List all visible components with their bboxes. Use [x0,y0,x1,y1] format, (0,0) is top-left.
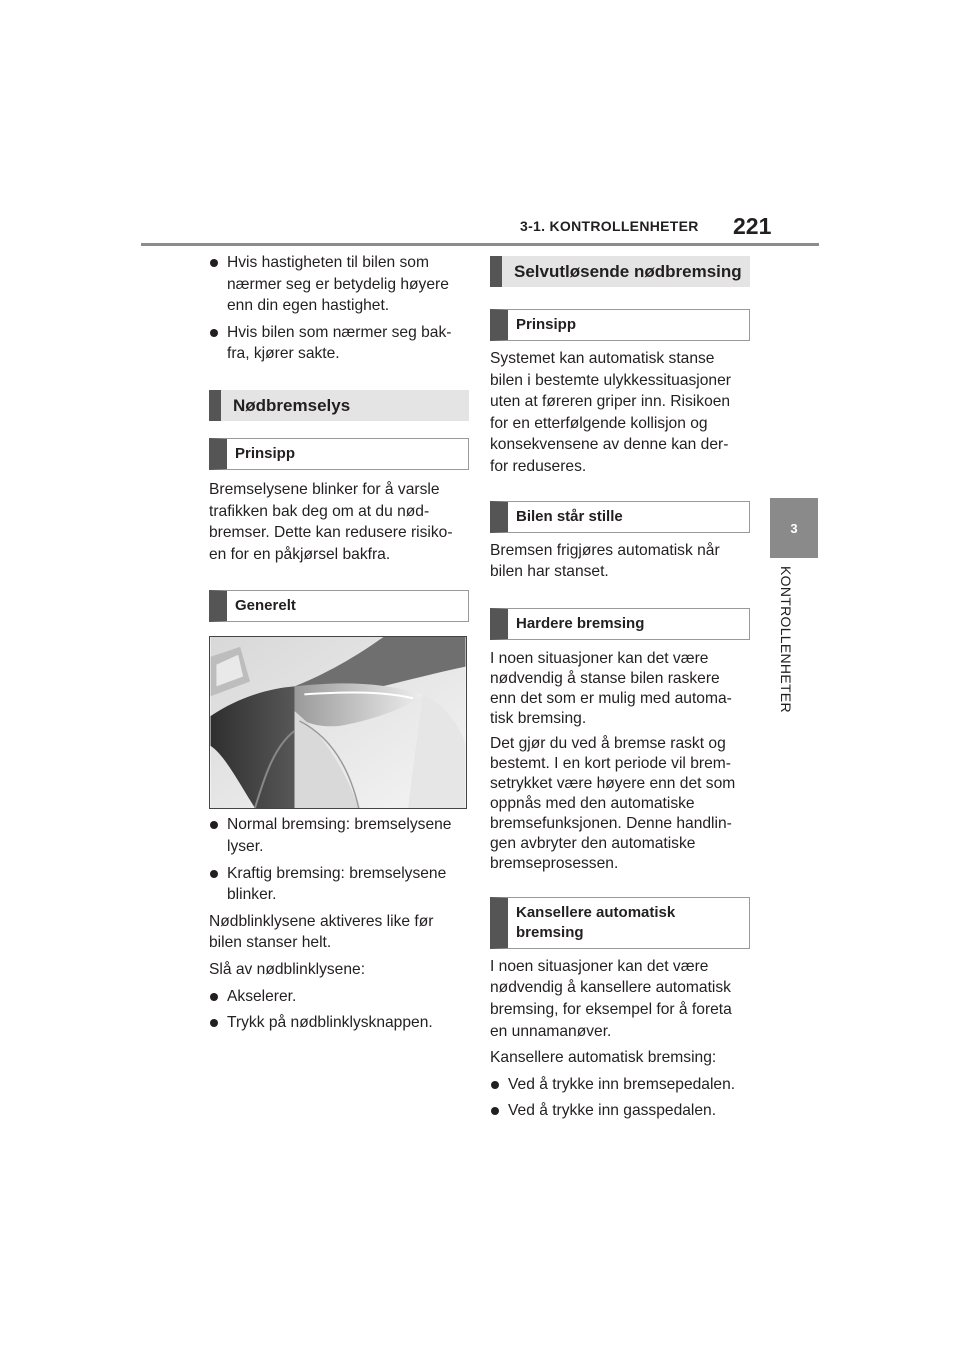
text-line: nærmer seg er betydelig høyere [227,275,449,293]
text-line: setrykket være høyere enn det som [490,774,736,792]
list-item [209,252,469,317]
text-line: Systemet kan automatisk stanse [490,350,715,367]
paragraph [490,649,750,729]
text-line: bremser. Dette kan redusere risiko- [209,524,453,542]
text-line: bestemt. I en kort periode vil brem- [490,754,731,772]
text-line: nødvendig å stanse bilen raskere [490,669,720,687]
text-line: Bremsen frigjøres automatisk når [490,541,720,559]
text-line: oppnås med den automatiske [490,794,695,812]
car-rear-light-drawing [210,637,466,808]
text-line: nødvendig å kansellere automatisk [490,979,731,997]
running-header-section: 3-1. KONTROLLENHETER [520,218,699,234]
paragraph [209,911,469,954]
text-line: bremseprosessen. [490,854,619,872]
chapter-tab [770,498,818,558]
text-line: trafikken bak deg om at du nød- [209,502,430,520]
text-line: en for en påkjørsel bakfra. [209,545,391,563]
chapter-number: 3 [790,520,798,536]
left-column [209,252,469,1034]
heading-line: bremsing [516,923,584,941]
text-line: konsekvensene av denne kan der- [490,436,729,454]
subsection-heading: Prinsipp [490,309,750,341]
page-number: 221 [733,213,772,239]
subsection-heading: Hardere bremsing [490,608,750,640]
text-line: blinker. [227,886,277,904]
paragraph: Slå av nødblinklysene: [209,960,366,978]
text-line: Nødblinklysene aktiveres like før [209,912,434,930]
header-rule [141,243,819,246]
text-line: Hvis bilen som nærmer seg bak- [227,323,452,341]
text-line: en unnamanøver. [490,1022,612,1040]
text-line: I noen situasjoner kan det være [490,957,709,975]
right-column [490,256,750,1122]
paragraph [490,348,750,478]
text-line: tisk bremsing. [490,709,587,727]
text-line: gen avbryter den automatiske [490,834,696,852]
paragraph [490,956,750,1042]
list-item [209,814,469,857]
section-heading: Nødbremselys [209,390,469,421]
chapter-label: KONTROLLENHETER [778,566,794,713]
section-heading: Selvutløsende nødbremsing [490,256,750,287]
text-line: Hvis hastigheten til bilen som [227,254,429,271]
text-line: lyser. [227,837,264,855]
text-line: for reduseres. [490,457,587,475]
text-line: fra, kjører sakte. [227,345,340,363]
text-line: for en etterfølgende kollisjon og [490,414,708,432]
text-line: bilen i bestemte ulykkessituasjoner [490,371,731,389]
subsection-heading: Generelt [209,590,469,622]
subsection-heading [490,897,750,949]
text-line: bremsefunksjonen. Denne handlin- [490,814,732,832]
paragraph [490,734,750,874]
list-item: Trykk på nødblinklysknappen. [209,1012,469,1034]
paragraph [490,540,750,583]
subsection-heading: Bilen står stille [490,501,750,533]
text-line: uten at føreren griper inn. Risikoen [490,393,731,411]
subsection-heading: Prinsipp [209,438,469,470]
list-item [209,863,469,906]
text-line: Det gjør du ved å bremse raskt og [490,734,726,752]
text-line: Normal bremsing: bremselysene [227,816,452,834]
text-line: bremsing, for eksempel for å foreta [490,1000,732,1018]
list-item: Ved å trykke inn bremsepedalen. [490,1074,750,1096]
text-line: enn det som er mulig med automa- [490,689,732,707]
text-line: I noen situasjoner kan det være [490,649,709,667]
heading-line: Kansellere automatisk [516,903,676,921]
text-line: enn din egen hastighet. [227,297,390,315]
text-line: Bremselysene blinker for å varsle [209,480,440,498]
list-item: Ved å trykke inn gasspedalen. [490,1100,750,1122]
list-item [209,322,469,365]
text-line: bilen har stanset. [490,563,609,581]
paragraph [209,479,469,565]
list-item: Akselerer. [209,986,469,1008]
text-line: bilen stanser helt. [209,934,332,952]
brake-light-illustration [209,636,467,809]
text-line: Kraftig bremsing: bremselysene [227,864,447,882]
paragraph: Kansellere automatisk bremsing: [490,1049,717,1067]
